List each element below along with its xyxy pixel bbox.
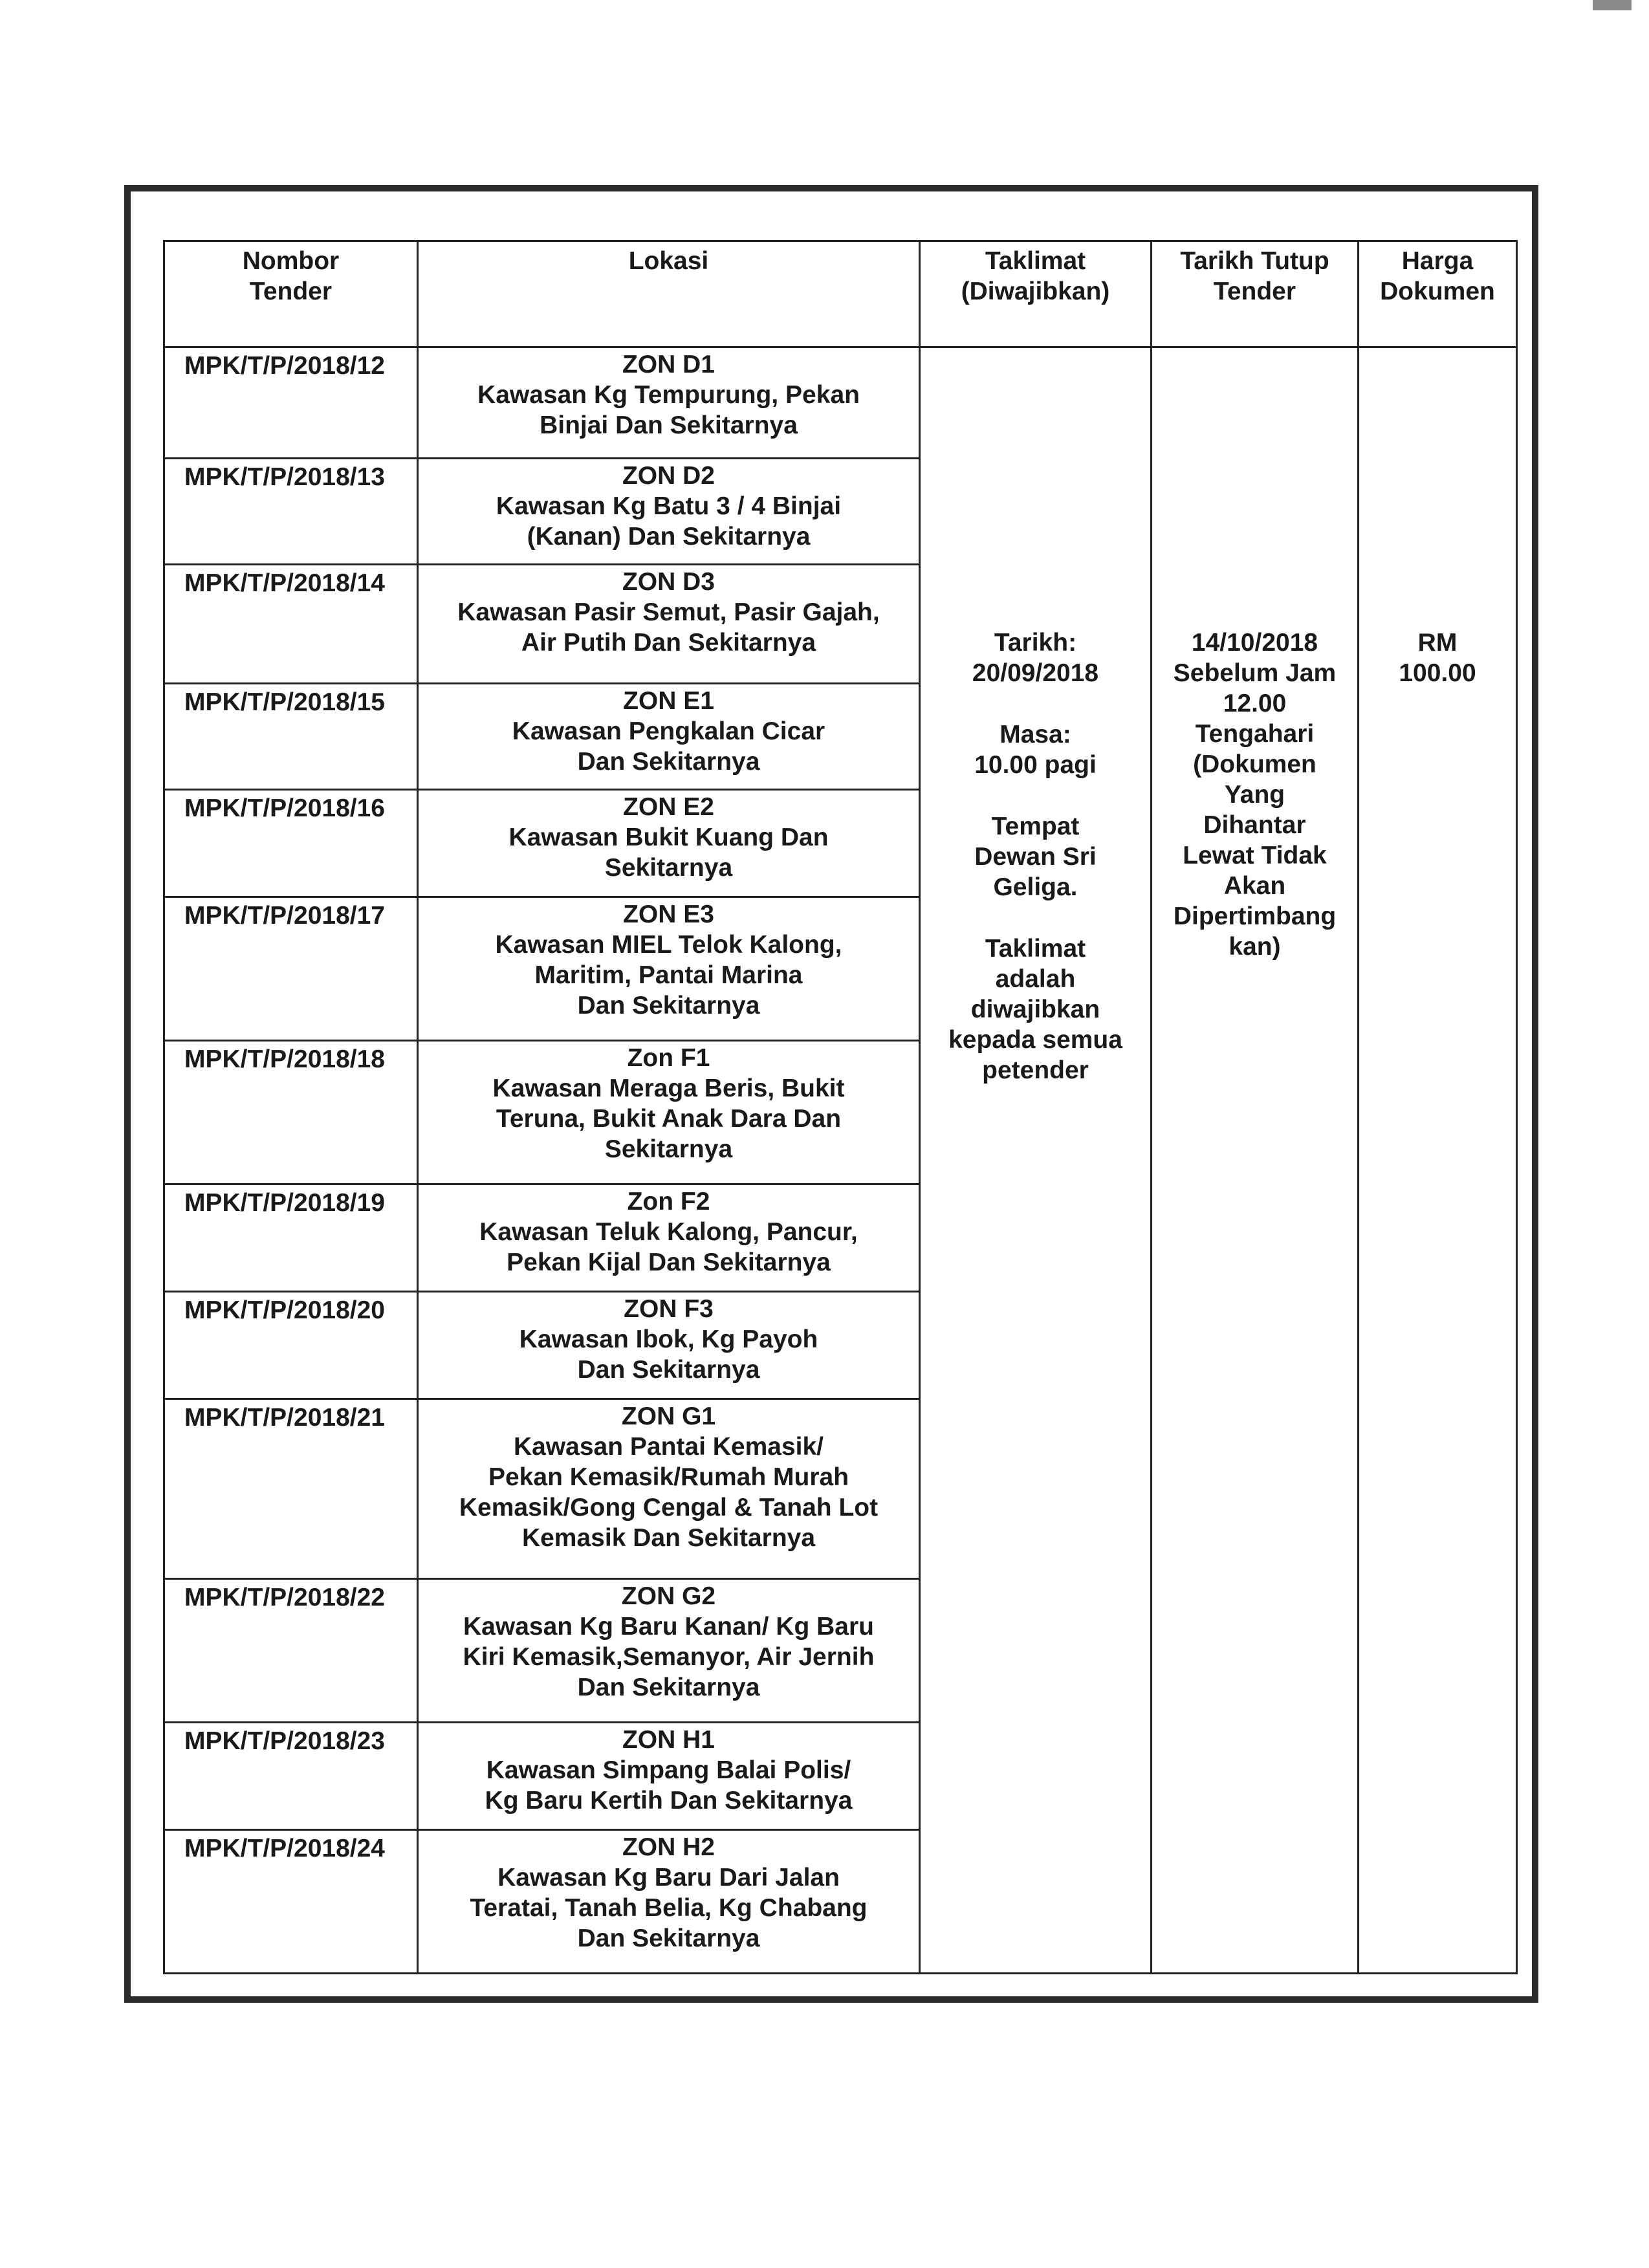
header-row — [164, 241, 1517, 347]
location-text: Kg Baru Kertih Dan Sekitarnya — [485, 1787, 853, 1815]
location-text: Kawasan Meraga Beris, Bukit — [492, 1074, 845, 1102]
location-text: Kawasan Ibok, Kg Payoh — [519, 1325, 818, 1353]
briefing-nota-text: petender — [982, 1056, 1089, 1084]
header-harga-dokumen — [1359, 241, 1517, 347]
tender-number-cell — [164, 1723, 418, 1830]
briefing-nota-text: adalah — [995, 965, 1076, 993]
document-price-text: 100.00 — [1399, 659, 1476, 687]
briefing-tempat-text: Dewan Sri — [974, 843, 1097, 871]
location-text: Dan Sekitarnya — [577, 1674, 760, 1701]
zone-label: ZON F3 — [624, 1295, 714, 1323]
header-text: Tarikh Tutup — [1180, 247, 1329, 275]
location-text: Kawasan Teluk Kalong, Pancur, — [479, 1218, 858, 1246]
briefing-tempat-text: Tempat — [991, 812, 1080, 840]
briefing-masa-text: 10.00 pagi — [974, 751, 1097, 779]
closing-date-text: 12.00 — [1223, 690, 1287, 717]
location-text: Dan Sekitarnya — [577, 992, 760, 1020]
tender-number-cell — [164, 347, 418, 459]
zone-label: ZON E2 — [623, 793, 714, 821]
closing-date-text: Lewat Tidak — [1183, 842, 1327, 869]
location-cell — [418, 459, 920, 565]
header-text: Harga — [1401, 247, 1474, 275]
location-cell — [418, 1041, 920, 1184]
header-text: Lokasi — [628, 247, 709, 275]
briefing-tempat-text: Geliga. — [993, 873, 1078, 901]
header-text: Tender — [1213, 278, 1296, 305]
header-taklimat — [920, 241, 1152, 347]
location-cell — [418, 565, 920, 684]
tender-number-cell — [164, 1041, 418, 1184]
tender-number-cell — [164, 684, 418, 790]
spacer — [921, 902, 1150, 933]
document-price-cell — [1359, 347, 1517, 1974]
closing-date-text: Dihantar — [1203, 811, 1306, 839]
closing-date-text: kan) — [1229, 933, 1281, 961]
header-nombor-tender — [164, 241, 418, 347]
location-text: Maritim, Pantai Marina — [534, 961, 803, 989]
location-cell — [418, 1579, 920, 1723]
location-text: Kawasan Kg Baru Dari Jalan — [497, 1864, 840, 1892]
location-text: Kawasan MIEL Telok Kalong, — [495, 931, 842, 959]
location-cell — [418, 1184, 920, 1292]
tender-number: MPK/T/P/2018/24 — [184, 1835, 385, 1862]
zone-label: Zon F1 — [627, 1044, 710, 1072]
tender-number-cell — [164, 565, 418, 684]
scan-corner-mark — [1593, 0, 1632, 10]
tender-number: MPK/T/P/2018/15 — [184, 688, 385, 716]
tender-number-cell — [164, 897, 418, 1041]
briefing-cell — [920, 347, 1152, 1974]
tender-number: MPK/T/P/2018/20 — [184, 1296, 385, 1324]
briefing-tarikh-text: Tarikh: — [994, 629, 1077, 657]
location-text: Kemasik Dan Sekitarnya — [521, 1524, 816, 1552]
location-text: Kawasan Pantai Kemasik/ — [513, 1433, 824, 1461]
location-text: Sekitarnya — [604, 854, 733, 882]
location-text: Air Putih Dan Sekitarnya — [521, 629, 816, 657]
zone-label: Zon F2 — [627, 1188, 710, 1216]
location-text: Kawasan Pasir Semut, Pasir Gajah, — [457, 598, 880, 626]
location-text: Kawasan Kg Tempurung, Pekan — [477, 381, 860, 409]
location-cell — [418, 684, 920, 790]
header-text: Taklimat — [985, 247, 1086, 275]
closing-date-text: (Dokumen — [1193, 750, 1316, 778]
tender-table — [163, 240, 1518, 1974]
closing-date-text: Yang — [1224, 781, 1285, 809]
header-text: Dokumen — [1380, 278, 1495, 305]
zone-label: ZON H2 — [622, 1833, 715, 1861]
tender-number-cell — [164, 1292, 418, 1399]
zone-label: ZON G1 — [621, 1402, 716, 1430]
location-cell — [418, 897, 920, 1041]
zone-label: ZON D1 — [622, 351, 715, 378]
spacer — [921, 688, 1150, 719]
tender-number-cell — [164, 1830, 418, 1974]
location-text: Kemasik/Gong Cengal & Tanah Lot — [459, 1494, 879, 1521]
spacer — [921, 780, 1150, 811]
location-text: Kawasan Bukit Kuang Dan — [508, 823, 829, 851]
header-lokasi — [418, 241, 920, 347]
document-price-text: RM — [1417, 629, 1458, 657]
briefing-nota-text: kepada semua — [948, 1026, 1122, 1054]
location-text: (Kanan) Dan Sekitarnya — [527, 523, 811, 551]
location-text: Kawasan Pengkalan Cicar — [512, 717, 825, 745]
closing-date-cell — [1152, 347, 1359, 1974]
briefing-tarikh-text: 20/09/2018 — [972, 659, 1099, 687]
closing-date-text: 14/10/2018 — [1191, 629, 1318, 657]
zone-label: ZON E3 — [623, 900, 714, 928]
closing-date-text: Sebelum Jam — [1173, 659, 1337, 687]
zone-label: ZON E1 — [623, 687, 714, 715]
zone-label: ZON H1 — [622, 1726, 715, 1754]
header-text: Nombor — [242, 247, 340, 275]
location-text: Dan Sekitarnya — [577, 1925, 760, 1952]
location-text: Teruna, Bukit Anak Dara Dan — [496, 1105, 842, 1133]
location-text: Dan Sekitarnya — [577, 748, 760, 776]
location-cell — [418, 347, 920, 459]
tender-number-cell — [164, 1399, 418, 1579]
tender-number: MPK/T/P/2018/12 — [184, 352, 385, 380]
location-cell — [418, 1292, 920, 1399]
location-text: Teratai, Tanah Belia, Kg Chabang — [470, 1894, 868, 1922]
location-cell — [418, 790, 920, 897]
location-text: Sekitarnya — [604, 1135, 733, 1163]
closing-date-text: Dipertimbang — [1173, 902, 1337, 930]
location-text: Pekan Kemasik/Rumah Murah — [488, 1463, 849, 1491]
location-text: Kiri Kemasik,Semanyor, Air Jernih — [463, 1643, 875, 1671]
location-cell — [418, 1723, 920, 1830]
zone-label: ZON D3 — [622, 568, 715, 596]
header-text: (Diwajibkan) — [961, 278, 1110, 305]
location-cell — [418, 1830, 920, 1974]
briefing-nota-text: Taklimat — [985, 935, 1086, 963]
location-text: Kawasan Kg Batu 3 / 4 Binjai — [496, 492, 842, 520]
table-row — [164, 347, 1517, 459]
tender-number: MPK/T/P/2018/16 — [184, 794, 385, 822]
location-text: Kawasan Kg Baru Kanan/ Kg Baru — [463, 1613, 874, 1641]
tender-number: MPK/T/P/2018/13 — [184, 463, 385, 491]
tender-number: MPK/T/P/2018/23 — [184, 1727, 385, 1755]
tender-number-cell — [164, 1579, 418, 1723]
location-text: Kawasan Simpang Balai Polis/ — [486, 1756, 851, 1784]
location-text: Dan Sekitarnya — [577, 1356, 760, 1384]
briefing-masa-text: Masa: — [999, 721, 1071, 748]
location-cell — [418, 1399, 920, 1579]
briefing-nota-text: diwajibkan — [970, 996, 1100, 1023]
closing-date-text: Tengahari — [1195, 720, 1315, 748]
location-text: Pekan Kijal Dan Sekitarnya — [507, 1248, 831, 1276]
tender-number: MPK/T/P/2018/19 — [184, 1189, 385, 1217]
tender-number-cell — [164, 1184, 418, 1292]
tender-number: MPK/T/P/2018/22 — [184, 1584, 385, 1611]
closing-date-text: Akan — [1223, 872, 1286, 900]
header-text: Tender — [249, 278, 333, 305]
zone-label: ZON D2 — [622, 462, 715, 490]
tender-number: MPK/T/P/2018/18 — [184, 1045, 385, 1073]
tender-number-cell — [164, 459, 418, 565]
tender-number: MPK/T/P/2018/17 — [184, 902, 385, 930]
tender-number: MPK/T/P/2018/21 — [184, 1404, 385, 1432]
zone-label: ZON G2 — [621, 1582, 716, 1610]
location-text: Binjai Dan Sekitarnya — [540, 411, 798, 439]
tender-number-cell — [164, 790, 418, 897]
tender-number: MPK/T/P/2018/14 — [184, 569, 385, 597]
header-tarikh-tutup — [1152, 241, 1359, 347]
